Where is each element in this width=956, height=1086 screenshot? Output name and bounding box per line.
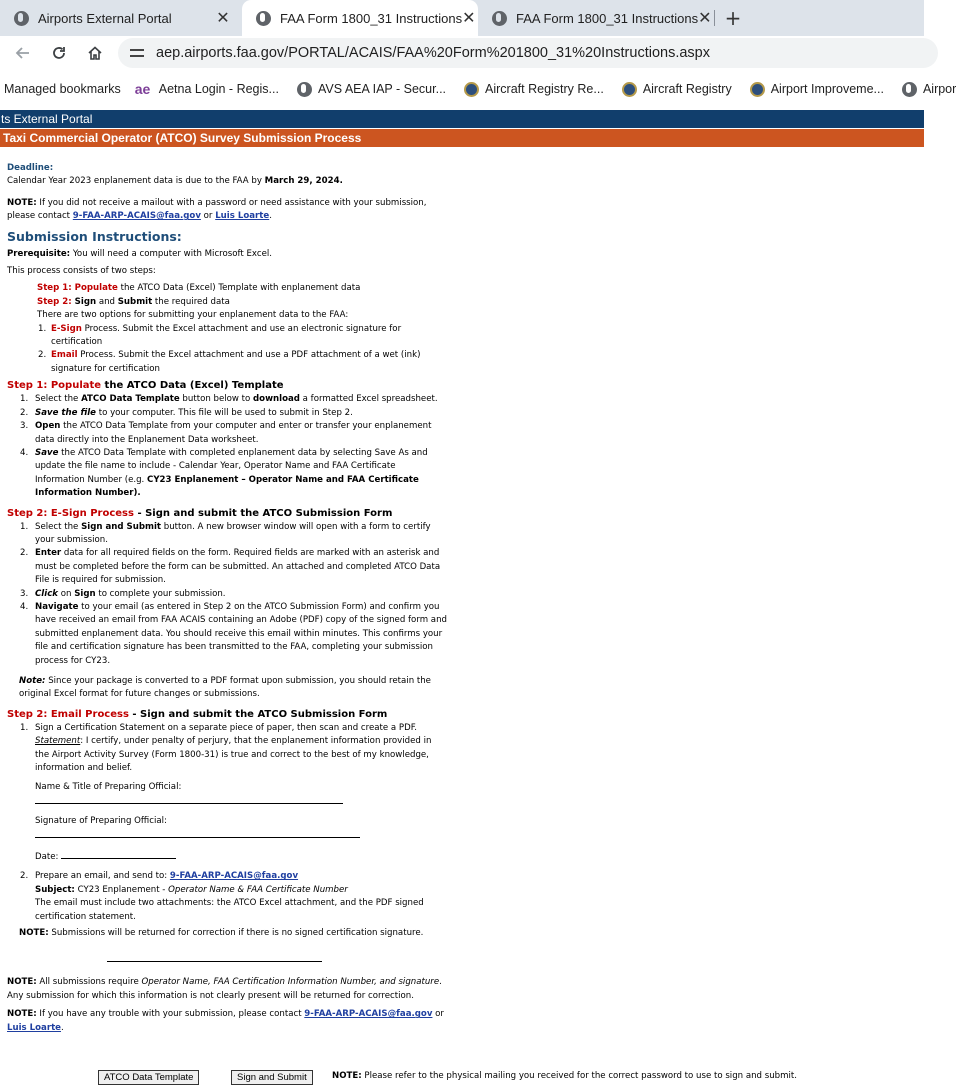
options-list bbox=[37, 323, 447, 377]
list-item bbox=[7, 870, 447, 924]
faa-seal-icon bbox=[464, 82, 479, 97]
list-number: 4. bbox=[20, 601, 29, 612]
step2e-item3-b: on bbox=[58, 588, 75, 599]
step2e-item3-a: Click bbox=[35, 588, 59, 599]
step1-item4-c: CY23 Enplanement – Operator Name and FAA Certificate Information Number). bbox=[35, 474, 419, 499]
list-number: 1. bbox=[20, 521, 29, 532]
portal-header: ts External Portal bbox=[0, 110, 924, 128]
final-note1-b: Operator Name, FAA Certification Information Number, and signature bbox=[141, 977, 440, 988]
prerequisite bbox=[7, 248, 447, 261]
step1-item3-b: the ATCO Data Template from your computer and enter or transfer your enplanement data directly into the Enplanement Data worksheet. bbox=[35, 421, 432, 445]
final-note2-or: or bbox=[432, 1009, 444, 1020]
step1-item2-b: to your computer. This file will be used to submit in Step 2. bbox=[96, 407, 353, 418]
password-note-text: Please refer to the physical mailing you received for the correct password to use to sign and submit. bbox=[361, 1071, 797, 1081]
step1-item4-b: the ATCO Data Template with completed enplanement data by selecting Save As and update the file name to include - Calendar Year, Operator Name and FAA Certificate Information Number (e.g. bbox=[35, 447, 428, 485]
esign-note bbox=[7, 675, 447, 702]
tab-title: Airports External Portal bbox=[38, 10, 172, 26]
statement-text: : I certify, under penalty of perjury, that the enplanement information provided in the Airport Activity Survey (Form 1800-31) is true and correct to the best of my knowledge, information and belief. bbox=[35, 736, 432, 774]
tab-airports-external-portal[interactable] bbox=[0, 0, 242, 36]
new-tab-button[interactable]: + bbox=[724, 6, 742, 30]
esign-note-text: Since your package is converted to a PDF format upon submission, you should retain the original Excel format for future changes or submissions. bbox=[19, 676, 431, 700]
step2-esign-list bbox=[7, 521, 447, 668]
step2e-item4-b: to your email (as entered in Step 2 on the ATCO Submission Form) and confirm you have received an email from FAA ACAIS containing an Adobe (PDF) copy of the signed form and submitted enplanement data. You should receive this email within minutes. This confirms your file and certification signature has been transmitted to the FAA, completing your submission process for CY23. bbox=[35, 601, 447, 666]
process-intro: This process consists of two steps: bbox=[7, 266, 156, 277]
tab-title: FAA Form 1800_31 Instructions bbox=[516, 10, 699, 26]
list-number: 3. bbox=[20, 421, 29, 432]
final-note2-end: . bbox=[61, 1022, 64, 1033]
signature-blank bbox=[35, 828, 360, 838]
attach-text: The email must include two attachments: the ATCO Excel attachment, and the PDF signed certification statement. bbox=[35, 898, 424, 922]
step2e-item4-a: Navigate bbox=[35, 601, 79, 612]
name-title-line bbox=[7, 781, 447, 809]
reload-icon[interactable] bbox=[46, 40, 72, 66]
date-label: Date: bbox=[35, 852, 59, 863]
acais-email-link[interactable]: 9-FAA-ARP-ACAIS@faa.gov bbox=[169, 871, 299, 882]
list-number: 2. bbox=[20, 548, 29, 559]
bookmark-aetna[interactable] bbox=[135, 82, 279, 97]
option-email-label: Email bbox=[51, 350, 78, 361]
option-esign-text: Process. Submit the Excel attachment and use an electronic signature for certification bbox=[51, 323, 402, 348]
deadline-date: March 29, 2024. bbox=[264, 176, 343, 187]
sign-and-submit-button[interactable]: Sign and Submit bbox=[231, 1070, 313, 1085]
bookmark-label: Aircraft Registry bbox=[642, 82, 732, 96]
deadline-text-body: Calendar Year 2023 enplanement data is due to the FAA by bbox=[7, 176, 265, 187]
step2-esign-heading bbox=[7, 507, 447, 521]
bookmark-label: Airport Improveme... bbox=[770, 82, 884, 96]
site-info-icon[interactable] bbox=[130, 45, 146, 61]
list-item bbox=[7, 420, 447, 447]
list-number: 2. bbox=[38, 350, 47, 361]
step1-text: the ATCO Data (Excel) Template with enplanement data bbox=[117, 283, 361, 294]
list-item bbox=[7, 407, 447, 420]
globe-icon bbox=[14, 11, 29, 26]
step2e-item2-b: data for all required fields on the form. Required fields are marked with an asterisk and must be completed before the form can be submitted. An attached and completed ATCO Data File is required for submission. bbox=[35, 548, 441, 586]
bookmark-label: Aircraft Registry Re... bbox=[485, 82, 604, 96]
globe-icon bbox=[256, 11, 271, 26]
aetna-logo-icon: ae bbox=[134, 80, 151, 97]
step2-submit: Submit bbox=[117, 296, 153, 307]
list-item bbox=[7, 393, 447, 406]
bookmark-managed[interactable] bbox=[4, 82, 121, 96]
acais-email-link[interactable]: 9-FAA-ARP-ACAIS@faa.gov bbox=[304, 1009, 433, 1020]
esign-note-label: Note: bbox=[19, 676, 46, 686]
option-esign-label: E-Sign bbox=[51, 323, 82, 334]
globe-icon bbox=[297, 82, 312, 97]
step2e-heading-red: Step 2: E-Sign Process bbox=[7, 507, 134, 519]
bookmark-aircraft-registry[interactable] bbox=[622, 82, 732, 97]
list-item bbox=[7, 547, 447, 587]
step2-email-list bbox=[7, 722, 447, 776]
acais-email-link[interactable]: 9-FAA-ARP-ACAIS@faa.gov bbox=[72, 211, 201, 222]
date-blank bbox=[61, 849, 176, 859]
step1-label: Step 1: Populate bbox=[37, 283, 118, 294]
url-text[interactable]: aep.airports.faa.gov/PORTAL/ACAIS/FAA%20Form%201800_31%20Instructions.aspx bbox=[156, 45, 710, 61]
subject-label: Subject: bbox=[35, 884, 75, 895]
globe-icon bbox=[492, 11, 507, 26]
instructions-content bbox=[7, 162, 447, 1040]
list-item bbox=[7, 447, 447, 501]
list-item bbox=[7, 521, 447, 548]
step1-heading-rest: the ATCO Data (Excel) Template bbox=[101, 380, 284, 392]
step2m-item1-text: Sign a Certification Statement on a separate piece of paper, then scan and create a PDF. bbox=[35, 722, 417, 733]
action-row bbox=[0, 1070, 924, 1086]
atco-data-template-button[interactable]: ATCO Data Template bbox=[98, 1070, 199, 1085]
step1-item1-a: Select the bbox=[35, 394, 82, 405]
step2e-item2-a: Enter bbox=[35, 548, 62, 559]
bookmark-airpor[interactable] bbox=[902, 82, 956, 97]
tab-strip bbox=[0, 0, 924, 36]
final-note-1 bbox=[7, 976, 447, 1003]
step2-and: and bbox=[96, 296, 118, 307]
final-note1-a: All submissions require bbox=[36, 977, 142, 988]
name-title-label: Name & Title of Preparing Official: bbox=[35, 782, 182, 793]
close-tab-icon[interactable]: ✕ bbox=[698, 10, 712, 27]
step2-label: Step 2: bbox=[37, 296, 72, 307]
browser-toolbar bbox=[0, 36, 924, 70]
list-number: 2. bbox=[20, 871, 29, 882]
step1-item1-b: ATCO Data Template bbox=[81, 394, 180, 405]
address-bar[interactable] bbox=[118, 38, 938, 68]
step2m-heading-rest: - Sign and submit the ATCO Submission Form bbox=[128, 708, 388, 720]
list-item bbox=[7, 588, 447, 601]
final-note2-label: NOTE: bbox=[7, 1009, 37, 1020]
step1-item1-c: button below to bbox=[179, 394, 254, 405]
step1-item4-a: Save bbox=[35, 447, 59, 458]
luis-loarte-link[interactable]: Luis Loarte bbox=[215, 211, 270, 222]
date-line bbox=[7, 849, 447, 864]
prereq-text: You will need a computer with Microsoft Excel. bbox=[70, 248, 272, 259]
step2e-item1-a: Select the bbox=[35, 521, 82, 532]
step2e-heading-rest: - Sign and submit the ATCO Submission Form bbox=[133, 507, 393, 519]
faa-seal-icon bbox=[750, 82, 765, 97]
deadline-label: Deadline: bbox=[7, 163, 54, 173]
list-item bbox=[37, 323, 447, 350]
step2-email-heading bbox=[7, 708, 447, 722]
close-tab-icon[interactable]: ✕ bbox=[216, 10, 230, 27]
deadline-text bbox=[7, 175, 447, 188]
home-icon[interactable] bbox=[82, 40, 108, 66]
prereq-label: Prerequisite: bbox=[7, 248, 71, 259]
step2e-item3-c: Sign bbox=[74, 588, 96, 599]
list-number: 1. bbox=[38, 323, 47, 334]
list-item bbox=[37, 349, 447, 376]
bookmark-label: Managed bookmarks bbox=[4, 82, 121, 96]
step2e-item1-c: button. A new browser window will open with a form to certify your submission. bbox=[35, 521, 431, 545]
tab-form-instructions[interactable] bbox=[478, 0, 714, 36]
options-intro: There are two options for submitting your enplanement data to the FAA: bbox=[37, 310, 349, 321]
bookmark-label: Airpor bbox=[922, 82, 956, 96]
faa-seal-icon bbox=[622, 82, 637, 97]
name-title-blank bbox=[35, 794, 343, 804]
statement-label: Statement bbox=[35, 736, 81, 747]
note-label: NOTE: bbox=[7, 197, 37, 208]
bookmarks-bar bbox=[0, 74, 956, 104]
tab-form-instructions-active[interactable] bbox=[242, 0, 478, 36]
list-number: 4. bbox=[20, 447, 29, 458]
email-note-label: NOTE: bbox=[19, 928, 49, 939]
subject-text: CY23 Enplanement - bbox=[74, 884, 169, 895]
step1-item1-e: a formatted Excel spreadsheet. bbox=[299, 394, 438, 405]
deadline-section bbox=[7, 162, 447, 189]
step1-list bbox=[7, 393, 447, 500]
tab-title: FAA Form 1800_31 Instructions bbox=[280, 10, 463, 26]
step2-sign: Sign bbox=[71, 296, 97, 307]
list-number: 1. bbox=[20, 722, 29, 733]
signature-label: Signature of Preparing Official: bbox=[35, 816, 167, 827]
password-note bbox=[332, 1071, 797, 1081]
step1-item2-a: Save the file bbox=[35, 407, 96, 418]
final-note2-a: If you have any trouble with your submission, please contact bbox=[36, 1009, 305, 1020]
submission-title: Submission Instructions: bbox=[7, 228, 182, 244]
bookmark-avs-aea[interactable] bbox=[297, 82, 446, 97]
password-note-label: NOTE: bbox=[332, 1071, 362, 1081]
list-item bbox=[7, 601, 447, 668]
email-note bbox=[7, 927, 447, 940]
back-arrow-icon[interactable] bbox=[10, 40, 36, 66]
step2-text: the required data bbox=[152, 296, 230, 307]
bookmark-aircraft-registry-re[interactable] bbox=[464, 82, 604, 97]
note-end: . bbox=[269, 211, 272, 222]
step1-heading bbox=[7, 379, 447, 393]
signature-line bbox=[7, 815, 447, 843]
final-note1-c: . Any submission for which this information is not clearly present will be returned for correction. bbox=[7, 977, 442, 1001]
step1-item1-d: download bbox=[253, 394, 300, 405]
note-text: If you did not receive a mailout with a password or need assistance with your submission, please contact bbox=[7, 197, 427, 222]
list-item bbox=[7, 722, 447, 776]
option-email-text: Process. Submit the Excel attachment and use a PDF attachment of a wet (ink) signature for certification bbox=[51, 350, 421, 374]
divider-line bbox=[107, 954, 322, 962]
email-note-text: Submissions will be returned for correction if there is no signed certification signature. bbox=[48, 928, 424, 939]
overview-step1 bbox=[37, 282, 447, 295]
note-or: or bbox=[200, 211, 216, 222]
list-number: 3. bbox=[20, 588, 29, 599]
bookmark-label: Aetna Login - Regis... bbox=[158, 82, 279, 96]
subject-italic: Operator Name & FAA Certificate Number bbox=[168, 884, 348, 895]
tab-separator bbox=[714, 10, 715, 26]
step2-email-list-2 bbox=[7, 870, 447, 924]
steps-overview bbox=[7, 282, 447, 376]
list-number: 2. bbox=[20, 407, 29, 418]
note-password bbox=[7, 197, 447, 224]
process-title-bar: Taxi Commercial Operator (ATCO) Survey Submission Process bbox=[0, 129, 924, 147]
list-number: 1. bbox=[20, 394, 29, 405]
final-note1-label: NOTE: bbox=[7, 977, 37, 988]
step2m-heading-red: Step 2: Email Process bbox=[7, 708, 129, 720]
step2m-item2-text: Prepare an email, and send to: bbox=[35, 871, 170, 882]
step1-heading-red: Step 1: Populate bbox=[7, 380, 102, 392]
step1-item3-a: Open bbox=[35, 421, 61, 432]
globe-icon bbox=[902, 82, 917, 97]
overview-step2 bbox=[37, 296, 447, 309]
bookmark-airport-improvement[interactable] bbox=[750, 82, 884, 97]
luis-loarte-link[interactable]: Luis Loarte bbox=[7, 1022, 62, 1033]
bookmark-label: AVS AEA IAP - Secur... bbox=[317, 82, 447, 96]
close-tab-icon[interactable]: ✕ bbox=[462, 10, 476, 27]
final-note-2 bbox=[7, 1008, 447, 1035]
step2e-item3-d: to complete your submission. bbox=[95, 588, 226, 599]
step2e-item1-b: Sign and Submit bbox=[81, 521, 162, 532]
